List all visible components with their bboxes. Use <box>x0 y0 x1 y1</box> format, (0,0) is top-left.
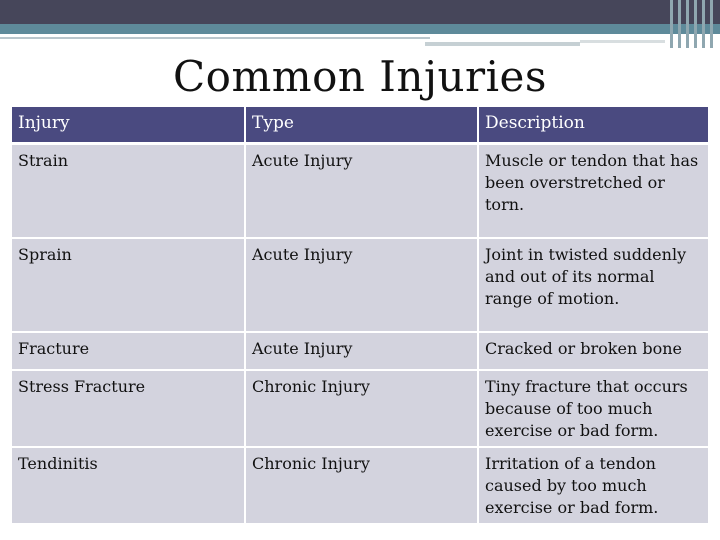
header-injury: Injury <box>12 107 245 144</box>
decorative-line <box>425 42 580 46</box>
cell-injury: Tendinitis <box>12 447 245 524</box>
table-row <box>12 370 708 447</box>
cell-type: Acute Injury <box>245 144 478 239</box>
slide-title: Common Injuries <box>173 52 547 101</box>
corner-stripes-decoration <box>666 0 720 48</box>
cell-description: Tiny fracture that occurs because of too much exercise or bad form. <box>478 370 708 447</box>
cell-injury: Strain <box>12 144 245 239</box>
cell-description: Joint in twisted suddenly and out of its normal range of motion. <box>478 238 708 332</box>
cell-description: Muscle or tendon that has been overstretched or torn. <box>478 144 708 239</box>
cell-description: Irritation of a tendon caused by too much exercise or bad form. <box>478 447 708 524</box>
cell-type: Chronic Injury <box>245 447 478 524</box>
injuries-table <box>12 107 708 525</box>
cell-type: Chronic Injury <box>245 370 478 447</box>
decorative-line <box>580 40 665 43</box>
header-type: Type <box>245 107 478 144</box>
table-header-row <box>12 107 708 144</box>
cell-injury: Fracture <box>12 332 245 370</box>
table-row <box>12 144 708 239</box>
top-decorative-bar <box>0 0 720 24</box>
table-row <box>12 447 708 524</box>
cell-injury: Stress Fracture <box>12 370 245 447</box>
table-row <box>12 332 708 370</box>
accent-bar <box>0 24 720 34</box>
table-row <box>12 238 708 332</box>
cell-injury: Sprain <box>12 238 245 332</box>
cell-type: Acute Injury <box>245 238 478 332</box>
cell-type: Acute Injury <box>245 332 478 370</box>
decorative-line <box>0 37 430 39</box>
header-description: Description <box>478 107 708 144</box>
cell-description: Cracked or broken bone <box>478 332 708 370</box>
